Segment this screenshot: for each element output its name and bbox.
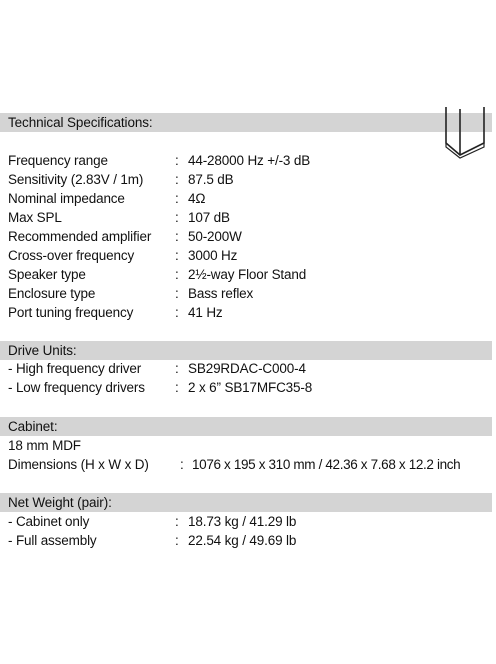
cabinet-material [8,436,492,455]
spec-row-enclosure-type [8,284,492,303]
spec-value: 87.5 dB [188,172,234,187]
spec-value: 1076 x 195 x 310 mm / 42.36 x 7.68 x 12.2 inch [192,457,461,472]
spec-label: Sensitivity (2.83V / 1m) [8,172,144,187]
drive-units-list [8,359,492,397]
cabinet-header: Cabinet: [0,417,492,436]
spec-value: SB29RDAC-C000-4 [188,361,306,376]
net-weight-list [8,512,492,550]
weight-row-full-assembly [8,531,492,550]
spec-label: Recommended amplifier [8,229,152,244]
spec-value: 50-200W [188,229,242,244]
spec-value: 41 Hz [188,305,223,320]
drive-row-high-frequency [8,359,492,378]
cabinet-list [8,436,492,474]
spec-label: Dimensions (H x W x D) [8,457,149,472]
spec-row-frequency-range [8,151,492,170]
spec-row-recommended-amplifier [8,227,492,246]
spec-colon: : [175,514,179,529]
spec-colon: : [175,153,179,168]
spec-colon: : [175,248,179,263]
weight-row-cabinet-only [8,512,492,531]
spec-colon: : [175,172,179,187]
spec-value: 22.54 kg / 49.69 lb [188,533,297,548]
spec-label: - Low frequency drivers [8,380,145,395]
spec-row-port-tuning-frequency [8,303,492,322]
technical-specs-list [8,151,492,322]
net-weight-header: Net Weight (pair): [0,493,492,512]
spec-colon: : [175,210,179,225]
spec-value: 4Ω [188,191,206,206]
spec-colon: : [175,533,179,548]
spec-label: Nominal impedance [8,191,125,206]
spec-label: - High frequency driver [8,361,142,376]
spec-label: Cross-over frequency [8,248,135,263]
spec-value: Bass reflex [188,286,254,301]
spec-value: 3000 Hz [188,248,238,263]
spec-colon: : [175,229,179,244]
spec-value: 44-28000 Hz +/-3 dB [188,153,311,168]
cabinet-dimensions [8,455,492,474]
spec-row-max-spl [8,208,492,227]
spec-row-crossover-frequency [8,246,492,265]
spec-label: Speaker type [8,267,86,282]
spec-colon: : [175,191,179,206]
spec-value: 18.73 kg / 41.29 lb [188,514,297,529]
spec-colon: : [175,286,179,301]
spec-value: 2½-way Floor Stand [188,267,307,282]
spec-value: 107 dB [188,210,230,225]
drive-units-header: Drive Units: [0,341,492,360]
spec-label: - Full assembly [8,533,97,548]
spec-colon: : [175,361,179,376]
spec-label: 18 mm MDF [8,438,81,453]
spec-label: Enclosure type [8,286,96,301]
spec-label: Frequency range [8,153,108,168]
spec-row-nominal-impedance [8,189,492,208]
spec-label: Max SPL [8,210,62,225]
drive-row-low-frequency [8,378,492,397]
spec-label: - Cabinet only [8,514,90,529]
spec-label: Port tuning frequency [8,305,134,320]
spec-colon: : [175,380,179,395]
spec-colon: : [175,267,179,282]
spec-colon: : [175,305,179,320]
spec-row-sensitivity [8,170,492,189]
spec-colon: : [180,457,184,472]
spec-value: 2 x 6” SB17MFC35-8 [188,380,313,395]
technical-specs-header: Technical Specifications: [0,113,492,132]
spec-row-speaker-type [8,265,492,284]
